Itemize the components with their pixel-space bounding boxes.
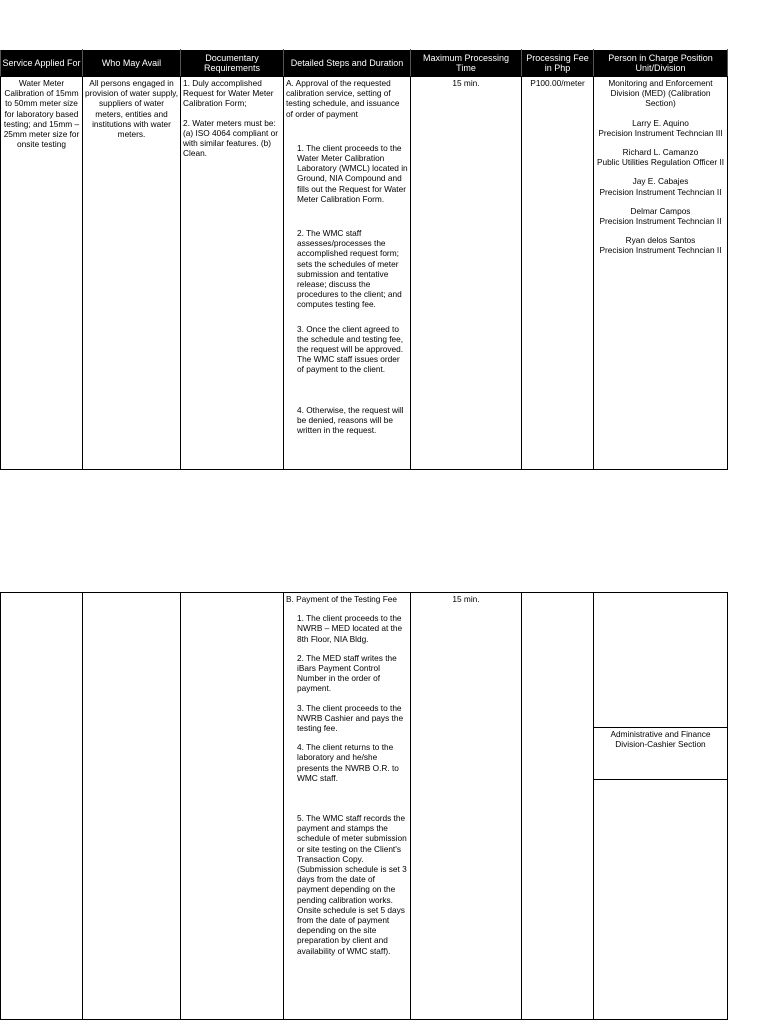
fee-cell: P100.00/meter [522,77,594,470]
step-item: 5. The WMC staff records the payment and stamps the schedule of meter submission or site testing on the Client's Transaction Copy. (Submission schedule is set 3 days from the date of payment depending on the pending calibration works. Onsite schedule is set 5 days from the date of payment depending on the site preparation by client and availability of WMC staff). [297,813,407,956]
services-table-top [0,49,728,470]
docs-cell [181,77,284,470]
step-item: 2. The MED staff writes the iBars Payment Control Number in the order of payment. [297,652,397,694]
person-cell [594,77,728,470]
max-time-cell: 15 min. [411,593,522,1020]
person-name: Larry E. Aquino [632,117,689,128]
person-name: Jay E. Cabajes [632,176,689,187]
fee-cell-empty [522,593,594,1020]
step-item: 1. The client proceeds to the NWRB – MED located at the 8th Floor, NIA Bldg. [297,613,403,644]
steps-cell [284,77,411,470]
step-item: 1. The client proceeds to the Water Meter Calibration Laboratory (WMCL) located in Ground, NIA Compound and fills out the Request for Water Meter Calibration Form. [297,142,408,204]
table-row [1,77,728,470]
step-item: 3. Once the client agreed to the schedule and testing fee, the request will be approved. The WMC staff issues order of payment to the client. [297,323,404,375]
max-time-cell: 15 min. [411,77,522,470]
person-name: Delmar Campos [630,205,691,216]
section-a-title: A. Approval of the requested calibration service, setting of testing schedule, and issuance of order of payment [286,78,400,119]
header-service: Service Applied For [1,50,83,77]
doc-requirement: 1. Duly accomplished Request for Water Meter Calibration Form; [183,78,274,109]
header-max-time: Maximum Processing Time [411,50,522,77]
person-position: Precision Instrument Techncian II [599,186,722,197]
header-row [1,50,728,77]
person-position: Precision Instrument Techncian II [599,216,722,227]
services-table-bottom [0,592,728,1020]
step-item: 4. Otherwise, the request will be denied, reasons will be written in the request. [297,404,404,436]
admin-division-cell: Administrative and Finance Division-Cashier Section [594,728,728,780]
person-entry [596,147,725,167]
person-entry [596,176,725,196]
person-name: Ryan delos Santos [625,235,696,246]
person-position: Precision Instrument Techncian III [598,127,723,138]
step-item: 3. The client proceeds to the NWRB Cashier and pays the testing fee. [297,702,404,734]
person-cell-empty [594,780,728,1020]
step-item: 2. The WMC staff assesses/processes the accomplished request form; sets the schedules of meter submission and tentative release; discuss the procedures to the client; and computes testing fee. [297,228,402,310]
docs-cell-empty [181,593,284,1020]
who-cell-empty [83,593,181,1020]
person-entry [596,118,725,138]
table-row [1,593,728,728]
person-position: Public Utilities Regulation Officer II [596,157,725,168]
who-cell: All persons engaged in provision of water supply, suppliers of water meters, entities and institutions with water meters. [83,77,181,470]
person-entry [596,235,725,255]
steps-cell [284,593,411,1020]
service-cell: Water Meter Calibration of 15mm to 50mm meter size for laboratory based testing; and 15mm – 25mm meter size for onsite testing [1,77,83,470]
header-steps: Detailed Steps and Duration [284,50,411,77]
header-docs: Documentary Requirements [181,50,284,77]
header-who: Who May Avail [83,50,181,77]
service-cell-empty [1,593,83,1020]
doc-requirement: 2. Water meters must be: (a) ISO 4064 compliant or with similar features. (b) Clean. [183,117,278,159]
header-person: Person in Charge Position Unit/Division [594,50,728,77]
division-name: Monitoring and Enforcement Division (MED) (Calibration Section) [608,78,713,109]
section-b-title: B. Payment of the Testing Fee [286,594,397,604]
person-position: Precision Instrument Techncian II [599,245,722,256]
person-entry [596,206,725,226]
person-name: Richard L. Camanzo [622,147,699,158]
header-fee: Processing Fee in Php [522,50,594,77]
person-cell-empty [594,593,728,728]
step-item: 4. The client returns to the laboratory and he/she presents the NWRB O.R. to WMC staff. [297,742,399,783]
